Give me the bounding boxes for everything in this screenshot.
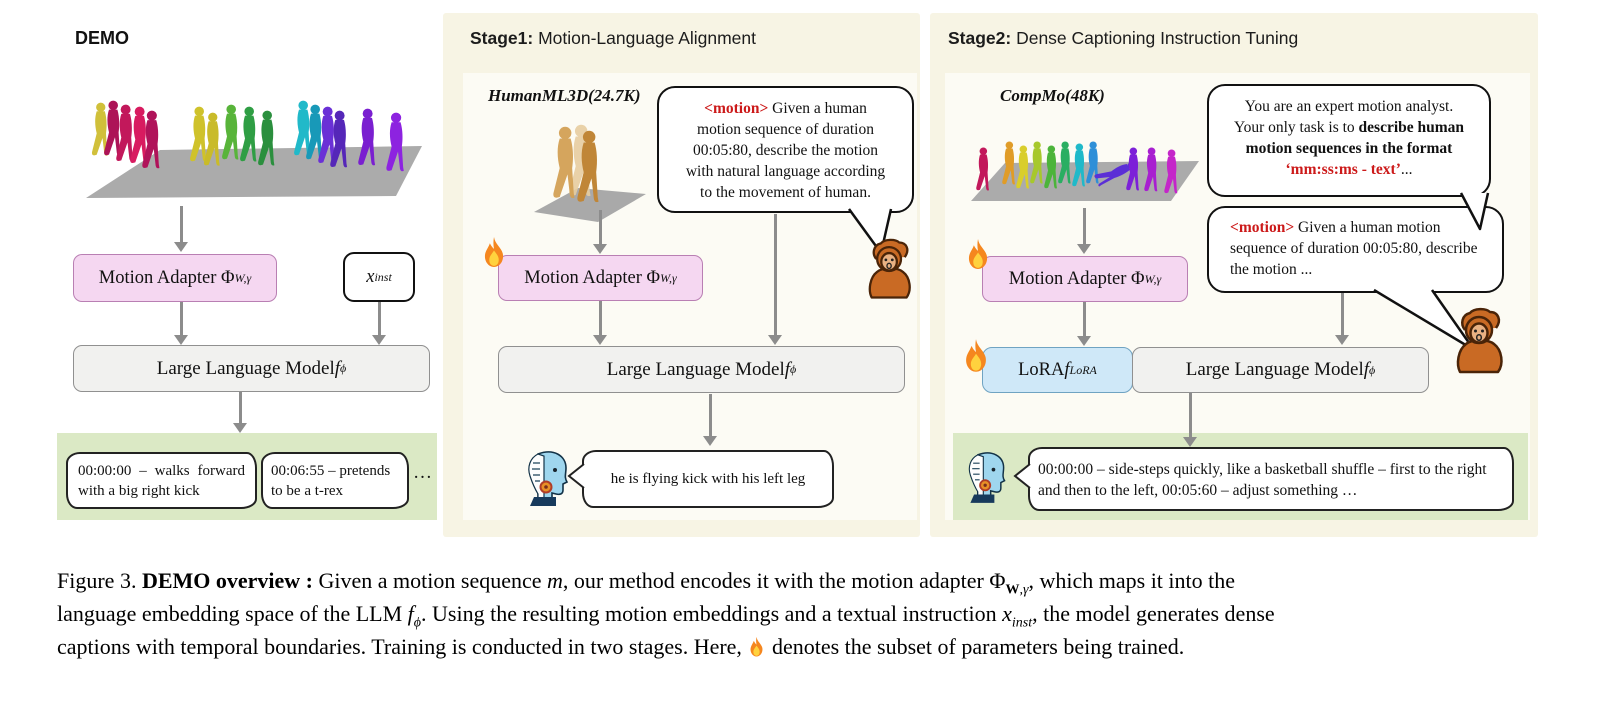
lora-label: LoRA xyxy=(1018,359,1065,380)
system-prompt-text: You are an expert motion analyst. Your only task is to xyxy=(1233,98,1454,136)
orangutan-icon xyxy=(1452,306,1508,378)
arrow-down-icon xyxy=(1183,393,1197,447)
figure-caption-line3: captions with temporal boundaries. Training is conducted in two stages. Here, denotes the subset of parameters being trained. xyxy=(57,634,1185,659)
llm-label: Large Language Model xyxy=(156,357,335,379)
figure-caption-line1: Figure 3. DEMO overview : Given a motion sequence m, our method encodes it with the motion adapter $\Phi_{W,\gamma}$, which maps it into the xyxy=(57,568,1236,598)
arrow-down-icon xyxy=(593,301,607,345)
motion-token: <motion> xyxy=(704,100,769,117)
stage2-title-bold: Stage2: xyxy=(948,28,1012,48)
stage2-motion-adapter-box xyxy=(982,256,1188,302)
stage1-title-bold: Stage1: xyxy=(470,28,534,48)
demo-panel-title: DEMO xyxy=(75,28,129,48)
fire-icon xyxy=(963,238,993,271)
arrow-down-icon xyxy=(174,206,188,252)
stage2-system-prompt-bubble xyxy=(1207,84,1491,197)
fire-icon xyxy=(960,338,992,374)
demo-motion-sequence-image xyxy=(78,70,426,208)
system-prompt-bold: describe human motion sequences in the format xyxy=(1245,119,1465,157)
lora-subscript: LoRA xyxy=(1069,362,1097,377)
orangutan-icon xyxy=(864,237,916,303)
motion-adapter-label: Motion Adapter Φ xyxy=(98,267,235,288)
stage1-title-text: Motion-Language Alignment xyxy=(533,28,757,48)
arrow-down-icon xyxy=(593,210,607,254)
stage2-dataset-label: CompMo(48K) xyxy=(1000,86,1105,105)
motion-adapter-subscript: W,γ xyxy=(234,270,252,285)
motion-adapter-box xyxy=(73,254,277,302)
llm-label: Large Language Model xyxy=(606,358,785,380)
speech-bubble-tail xyxy=(1458,191,1494,235)
motion-adapter-label: Motion Adapter Φ xyxy=(1008,268,1145,289)
ai-head-icon xyxy=(522,449,574,507)
figure-caption-line2: language embedding space of the LLM $f_\phi$. Using the resulting motion embeddings and a textual instruction $x_{inst}$, the model generates dense xyxy=(57,601,1275,631)
stage1-output-bubble: he is flying kick with his left leg xyxy=(582,450,834,508)
xinst-subscript: inst xyxy=(374,269,392,284)
lora-box xyxy=(982,347,1133,393)
motion-adapter-subscript: W,γ xyxy=(1144,271,1162,286)
llm-subscript: ϕ xyxy=(1369,362,1376,377)
arrow-down-icon xyxy=(1335,293,1349,345)
fire-icon xyxy=(479,236,509,269)
stage1-dataset-label: HumanML3D(24.7K) xyxy=(488,86,641,105)
stage2-title-text: Dense Captioning Instruction Tuning xyxy=(1011,28,1299,48)
motion-adapter-label: Motion Adapter Φ xyxy=(524,267,661,288)
xinst-label: x xyxy=(366,266,375,287)
ai-head-icon xyxy=(963,449,1011,505)
instruction-token-box xyxy=(343,252,415,302)
llm-subscript: ϕ xyxy=(340,361,347,375)
arrow-down-icon xyxy=(174,302,188,345)
arrow-down-icon xyxy=(233,392,247,433)
demo-output-bubble-1: 00:00:00 – walks forward with a big right kick xyxy=(66,452,257,509)
llm-f: f xyxy=(1363,359,1370,380)
arrow-down-icon xyxy=(703,394,717,446)
stage2-prompt-text: Given a human motion sequence of duration 00:05:80, describe the motion ... xyxy=(1230,219,1478,278)
motion-adapter-subscript: W,γ xyxy=(660,270,677,285)
llm-box xyxy=(73,345,430,392)
stage1-prompt-text: Given a human motion sequence of duration 00:05:80, describe the motion with natural language according to the movement of human. xyxy=(685,100,886,201)
stage1-motion-adapter-box xyxy=(498,255,703,301)
stage1-prompt-bubble xyxy=(657,86,914,213)
fire-icon xyxy=(747,636,766,658)
stage1-llm-box xyxy=(498,346,905,393)
motion-token: <motion> xyxy=(1230,219,1295,236)
llm-f: f xyxy=(334,357,341,379)
arrow-down-icon xyxy=(1077,208,1091,254)
llm-f: f xyxy=(784,358,791,380)
llm-label: Large Language Model xyxy=(1185,359,1364,380)
llm-subscript: ϕ xyxy=(790,362,797,376)
arrow-down-icon xyxy=(1077,302,1091,346)
demo-output-bubble-2: 00:06:55 – pretends to be a t-rex xyxy=(261,452,409,509)
lora-f: f xyxy=(1064,359,1070,380)
system-prompt-ellipsis: ... xyxy=(1400,161,1413,178)
ellipsis-more-outputs: … xyxy=(413,462,432,483)
arrow-down-icon xyxy=(372,302,386,345)
stage2-motion-sample-image xyxy=(965,105,1205,209)
system-prompt-format: ‘mm:ss:ms - text’ xyxy=(1285,161,1401,178)
stage2-output-bubble: 00:00:00 – side-steps quickly, like a basketball shuffle – first to the right and then to the left, 00:05:60 – adjust something … xyxy=(1028,447,1514,511)
stage1-motion-sample-image xyxy=(520,108,660,238)
arrow-down-icon xyxy=(768,214,782,345)
speech-bubble-tail xyxy=(1012,462,1032,490)
